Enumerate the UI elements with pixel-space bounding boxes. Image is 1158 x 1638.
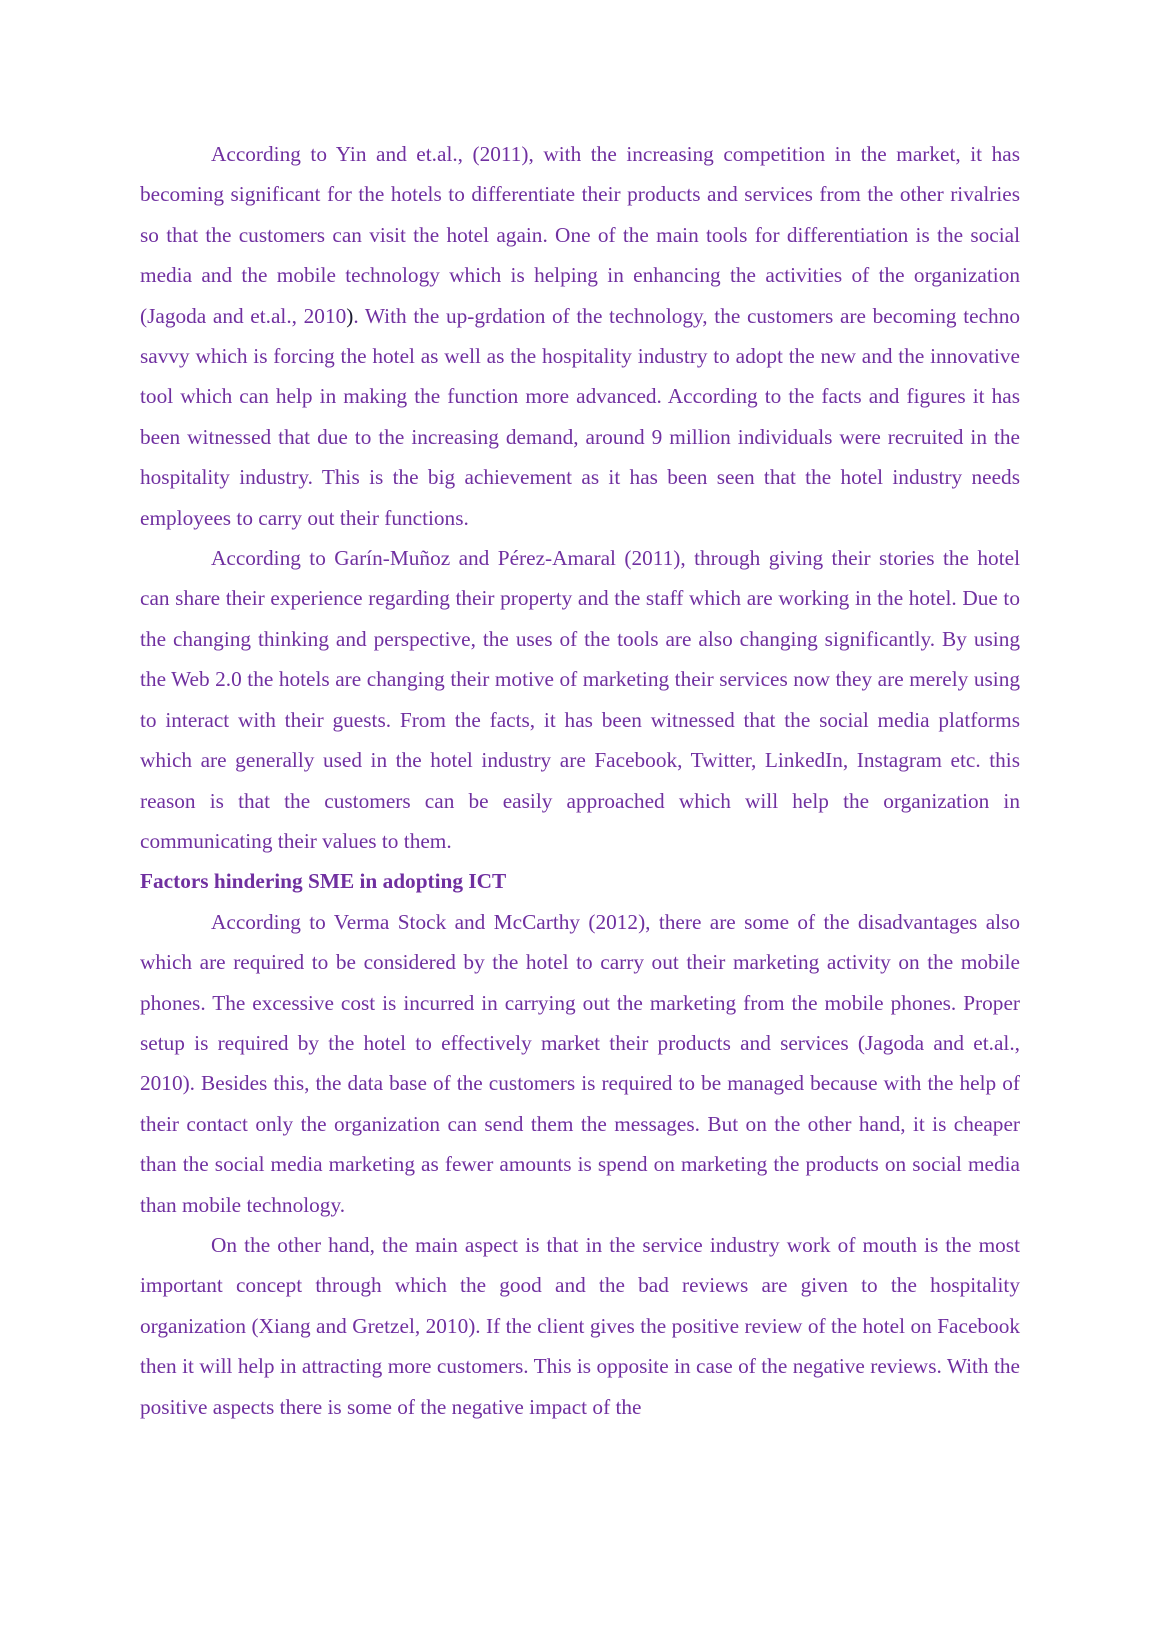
citation-closing-paren: )	[346, 303, 354, 328]
body-paragraph-1	[140, 134, 1020, 538]
body-paragraph-3: According to Verma Stock and McCarthy (2012), there are some of the disadvantages also which are required to be considered by the hotel to carry out their marketing activity on the mobile phones. The excessive cost is incurred in carrying out the marketing from the mobile phones. Proper setup is required by the hotel to effectively market their products and services (Jagoda and et.al., 2010). Besides this, the data base of the customers is required to be managed because with the help of their contact only the organization can send them the messages. But on the other hand, it is cheaper than the social media marketing as fewer amounts is spend on marketing the products on social media than mobile technology.	[140, 909, 1020, 1217]
document-page	[140, 134, 1020, 1427]
body-paragraph-2: According to Garín-Muñoz and Pérez-Amaral (2011), through giving their stories the hotel can share their experience regarding their property and the staff which are working in the hotel. Due to the changing thinking and perspective, the uses of the tools are also changing significantly. By using the Web 2.0 the hotels are changing their motive of marketing their services now they are merely using to interact with their guests. From the facts, it has been witnessed that the social media platforms which are generally used in the hotel industry are Facebook, Twitter, LinkedIn, Instagram etc. this reason is that the customers can be easily approached which will help the organization in communicating their values to them.	[140, 546, 1020, 853]
section-heading: Factors hindering SME in adopting ICT	[140, 869, 507, 894]
paragraph-1-text-end: . With the up-grdation of the technology, the customers are becoming techno savvy which is forcing the hotel as well as the hospitality industry to adopt the new and the innovative tool which can help in making the function more advanced. According to the facts and figures it has been witnessed that due to the increasing demand, around 9 million individuals were recruited in the hospitality industry. This is the big achievement as it has been seen that the hotel industry needs employees to carry out their functions.	[140, 303, 1021, 530]
body-paragraph-4: On the other hand, the main aspect is that in the service industry work of mouth is the most important concept through which the good and the bad reviews are given to the hospitality organization (Xiang and Gretzel, 2010). If the client gives the positive review of the hotel on Facebook then it will help in attracting more customers. This is opposite in case of the negative reviews. With the positive aspects there is some of the negative impact of the	[140, 1232, 1020, 1419]
paragraph-1-text-start: According to Yin and et.al., (2011), with the increasing competition in the market, it has becoming significant for the hotels to differentiate their products and services from the other rivalries so that the customers can visit the hotel again. One of the main tools for differentiation is the social media and the mobile technology which is helping in enhancing the activities of the organization (Jagoda and et.al., 2010	[140, 142, 1020, 328]
